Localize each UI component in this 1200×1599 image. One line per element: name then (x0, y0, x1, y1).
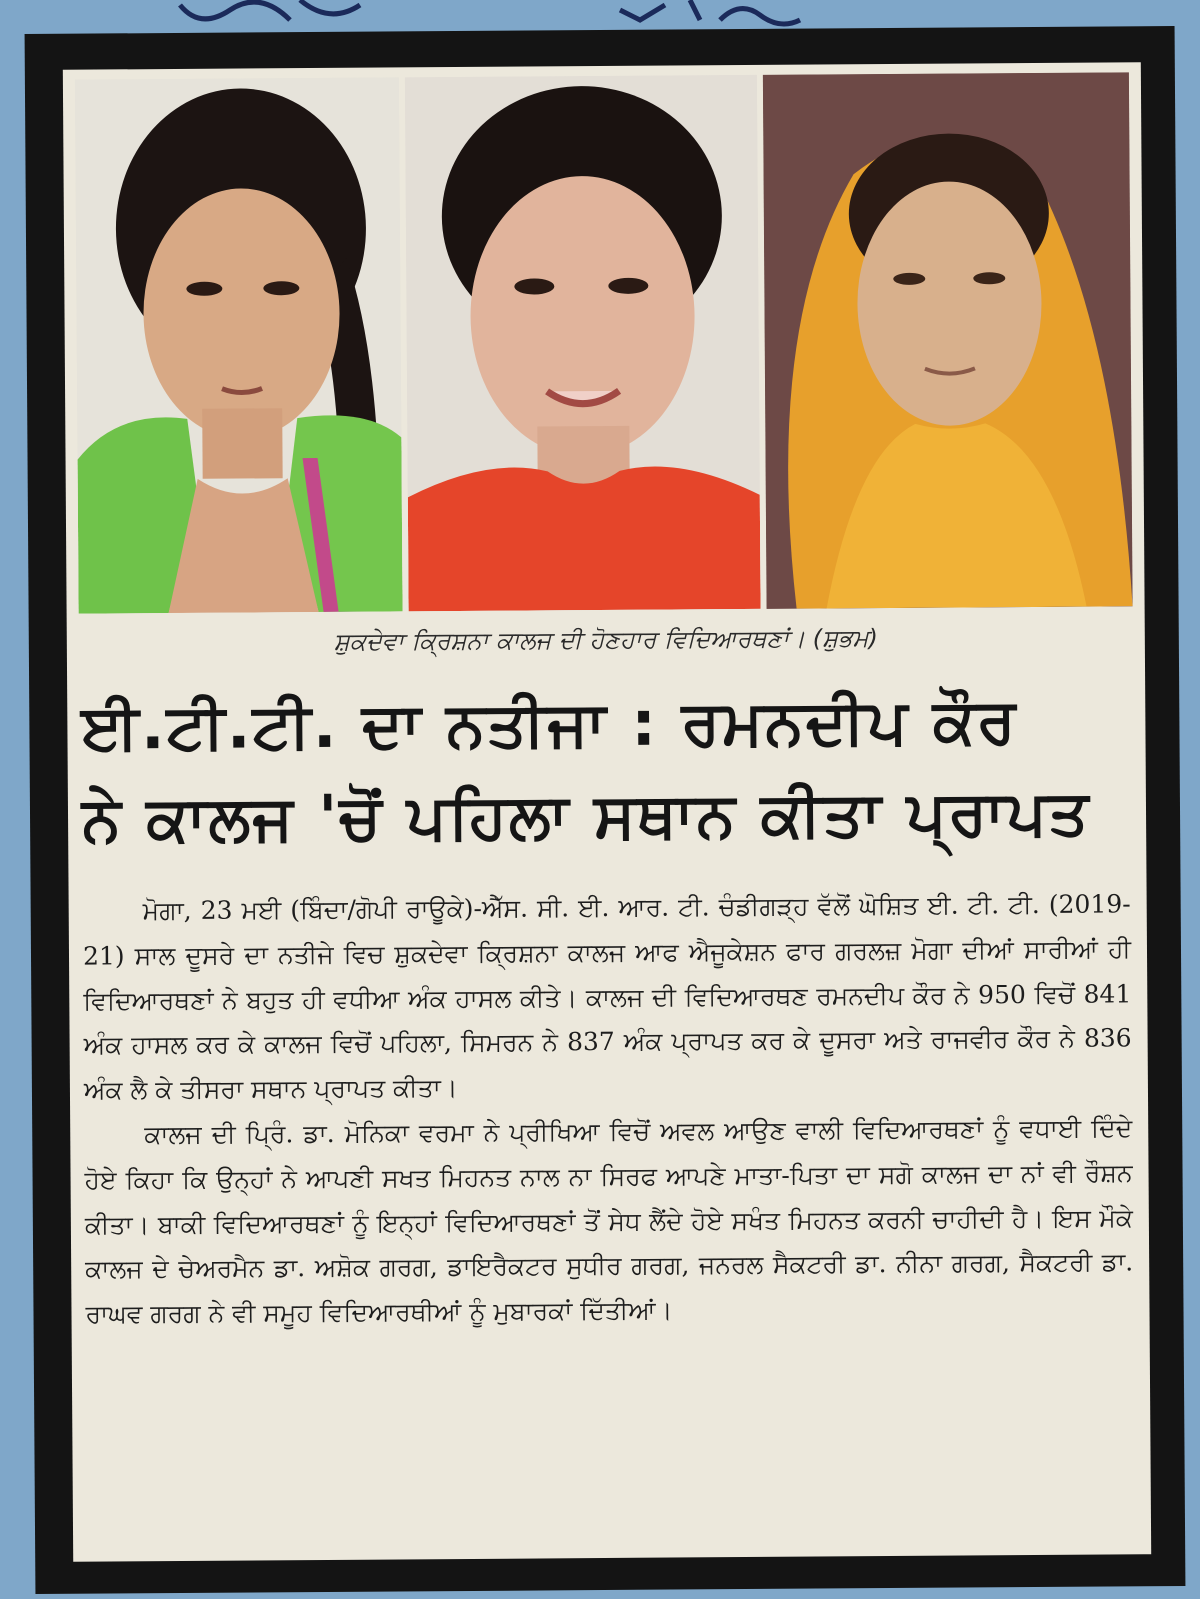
paragraph-1: ਮੋਗਾ, 23 ਮਈ (ਬਿੰਦਾ/ਗੋਪੀ ਰਾਊਕੇ)-ਐੱਸ. ਸੀ. ਈ. ਆਰ. ਟੀ. ਚੰਡੀਗੜ੍ਹ ਵੱਲੋਂ ਘੋਸ਼ਿਤ ਈ. ਟੀ. ਟੀ. (2019-21) ਸਾਲ ਦੂਸਰੇ ਦਾ ਨਤੀਜੇ ਵਿਚ ਸ਼ੁਕਦੇਵਾ ਕ੍ਰਿਸ਼ਨਾ ਕਾਲਜ ਆਫ ਐਜੂਕੇਸ਼ਨ ਫਾਰ ਗਰਲਜ਼ ਮੋਗਾ ਦੀਆਂ ਸਾਰੀਆਂ ਹੀ ਵਿਦਿਆਰਥਣਾਂ ਨੇ ਬਹੁਤ ਹੀ ਵਧੀਆ ਅੰਕ ਹਾਸਲ ਕੀਤੇ। ਕਾਲਜ ਦੀ ਵਿਦਿਆਰਥਣ ਰਮਨਦੀਪ ਕੌਰ ਨੇ 950 ਵਿਚੋਂ 841 ਅੰਕ ਹਾਸਲ ਕਰ ਕੇ ਕਾਲਜ ਵਿਚੋਂ ਪਹਿਲਾ, ਸਿਮਰਨ ਨੇ 837 ਅੰਕ ਪ੍ਰਾਪਤ ਕਰ ਕੇ ਦੂਸਰਾ ਅਤੇ ਰਾਜਵੀਰ ਕੌਰ ਨੇ 836 ਅੰਕ ਲੈ ਕੇ ਤੀਸਰਾ ਸਥਾਨ ਪ੍ਰਾਪਤ ਕੀਤਾ। (82, 889, 1132, 1105)
student-photo-3 (763, 72, 1133, 609)
paragraph-2: ਕਾਲਜ ਦੀ ਪ੍ਰਿੰ. ਡਾ. ਮੋਨਿਕਾ ਵਰਮਾ ਨੇ ਪ੍ਰੀਖਿਆ ਵਿਚੋਂ ਅਵਲ ਆਉਣ ਵਾਲੀ ਵਿਦਿਆਰਥਣਾਂ ਨੂੰ ਵਧਾਈ ਦਿੰਦੇ ਹੋਏ ਕਿਹਾ ਕਿ ਉਨ੍ਹਾਂ ਨੇ ਆਪਣੀ ਸਖਤ ਮਿਹਨਤ ਨਾਲ ਨਾ ਸਿਰਫ ਆਪਣੇ ਮਾਤਾ-ਪਿਤਾ ਦਾ ਸਗੋ ਕਾਲਜ ਦਾ ਨਾਂ ਵੀ ਰੌਸ਼ਨ ਕੀਤਾ। ਬਾਕੀ ਵਿਦਿਆਰਥਣਾਂ ਨੂੰ ਇਨ੍ਹਾਂ ਵਿਦਿਆਰਥਣਾਂ ਤੋਂ ਸੇਧ ਲੈਂਦੇ ਹੋਏ ਸਖੰਤ ਮਿਹਨਤ ਕਰਨੀ ਚਾਹੀਦੀ ਹੈ। ਇਸ ਮੌਕੇ ਕਾਲਜ ਦੇ ਚੇਅਰਮੈਨ ਡਾ. ਅਸ਼ੋਕ ਗਰਗ, ਡਾਇਰੈਕਟਰ ਸੁਧੀਰ ਗਰਗ, ਜਨਰਲ ਸੈਕਟਰੀ ਡਾ. ਨੀਨਾ ਗਰਗ, ਸੈਕਟਰੀ ਡਾ. ਰਾਘਵ ਗਰਗ ਨੇ ਵੀ ਸਮੂਹ ਵਿਦਿਆਰਥੀਆਂ ਨੂੰ ਮੁਬਾਰਕਾਂ ਦਿੱਤੀਆਂ। (84, 1113, 1134, 1329)
photo-caption: ਸ਼ੁਕਦੇਵਾ ਕ੍ਰਿਸ਼ਨਾ ਕਾਲਜ ਦੀ ਹੋਣਹਾਰ ਵਿਦਿਆਰਥਣਾਂ। (ਸ਼ੁਭਮ) (333, 624, 878, 656)
article-body (83, 882, 1134, 1337)
student-photos (75, 72, 1133, 613)
student-photo-1 (75, 77, 403, 613)
newspaper-clipping (25, 26, 1186, 1594)
headline-line-2: ਨੇ ਕਾਲਜ 'ਚੋਂ ਪਹਿਲਾ ਸਥਾਨ ਕੀਤਾ ਪ੍ਰਾਪਤ (81, 775, 1091, 856)
student-photo-2 (405, 75, 761, 611)
headline (81, 674, 1132, 865)
clipping-paper (63, 62, 1151, 1561)
headline-line-1: ਈ.ਟੀ.ਟੀ. ਦਾ ਨਤੀਜਾ : ਰਮਨਦੀਪ ਕੌਰ (81, 684, 1018, 764)
